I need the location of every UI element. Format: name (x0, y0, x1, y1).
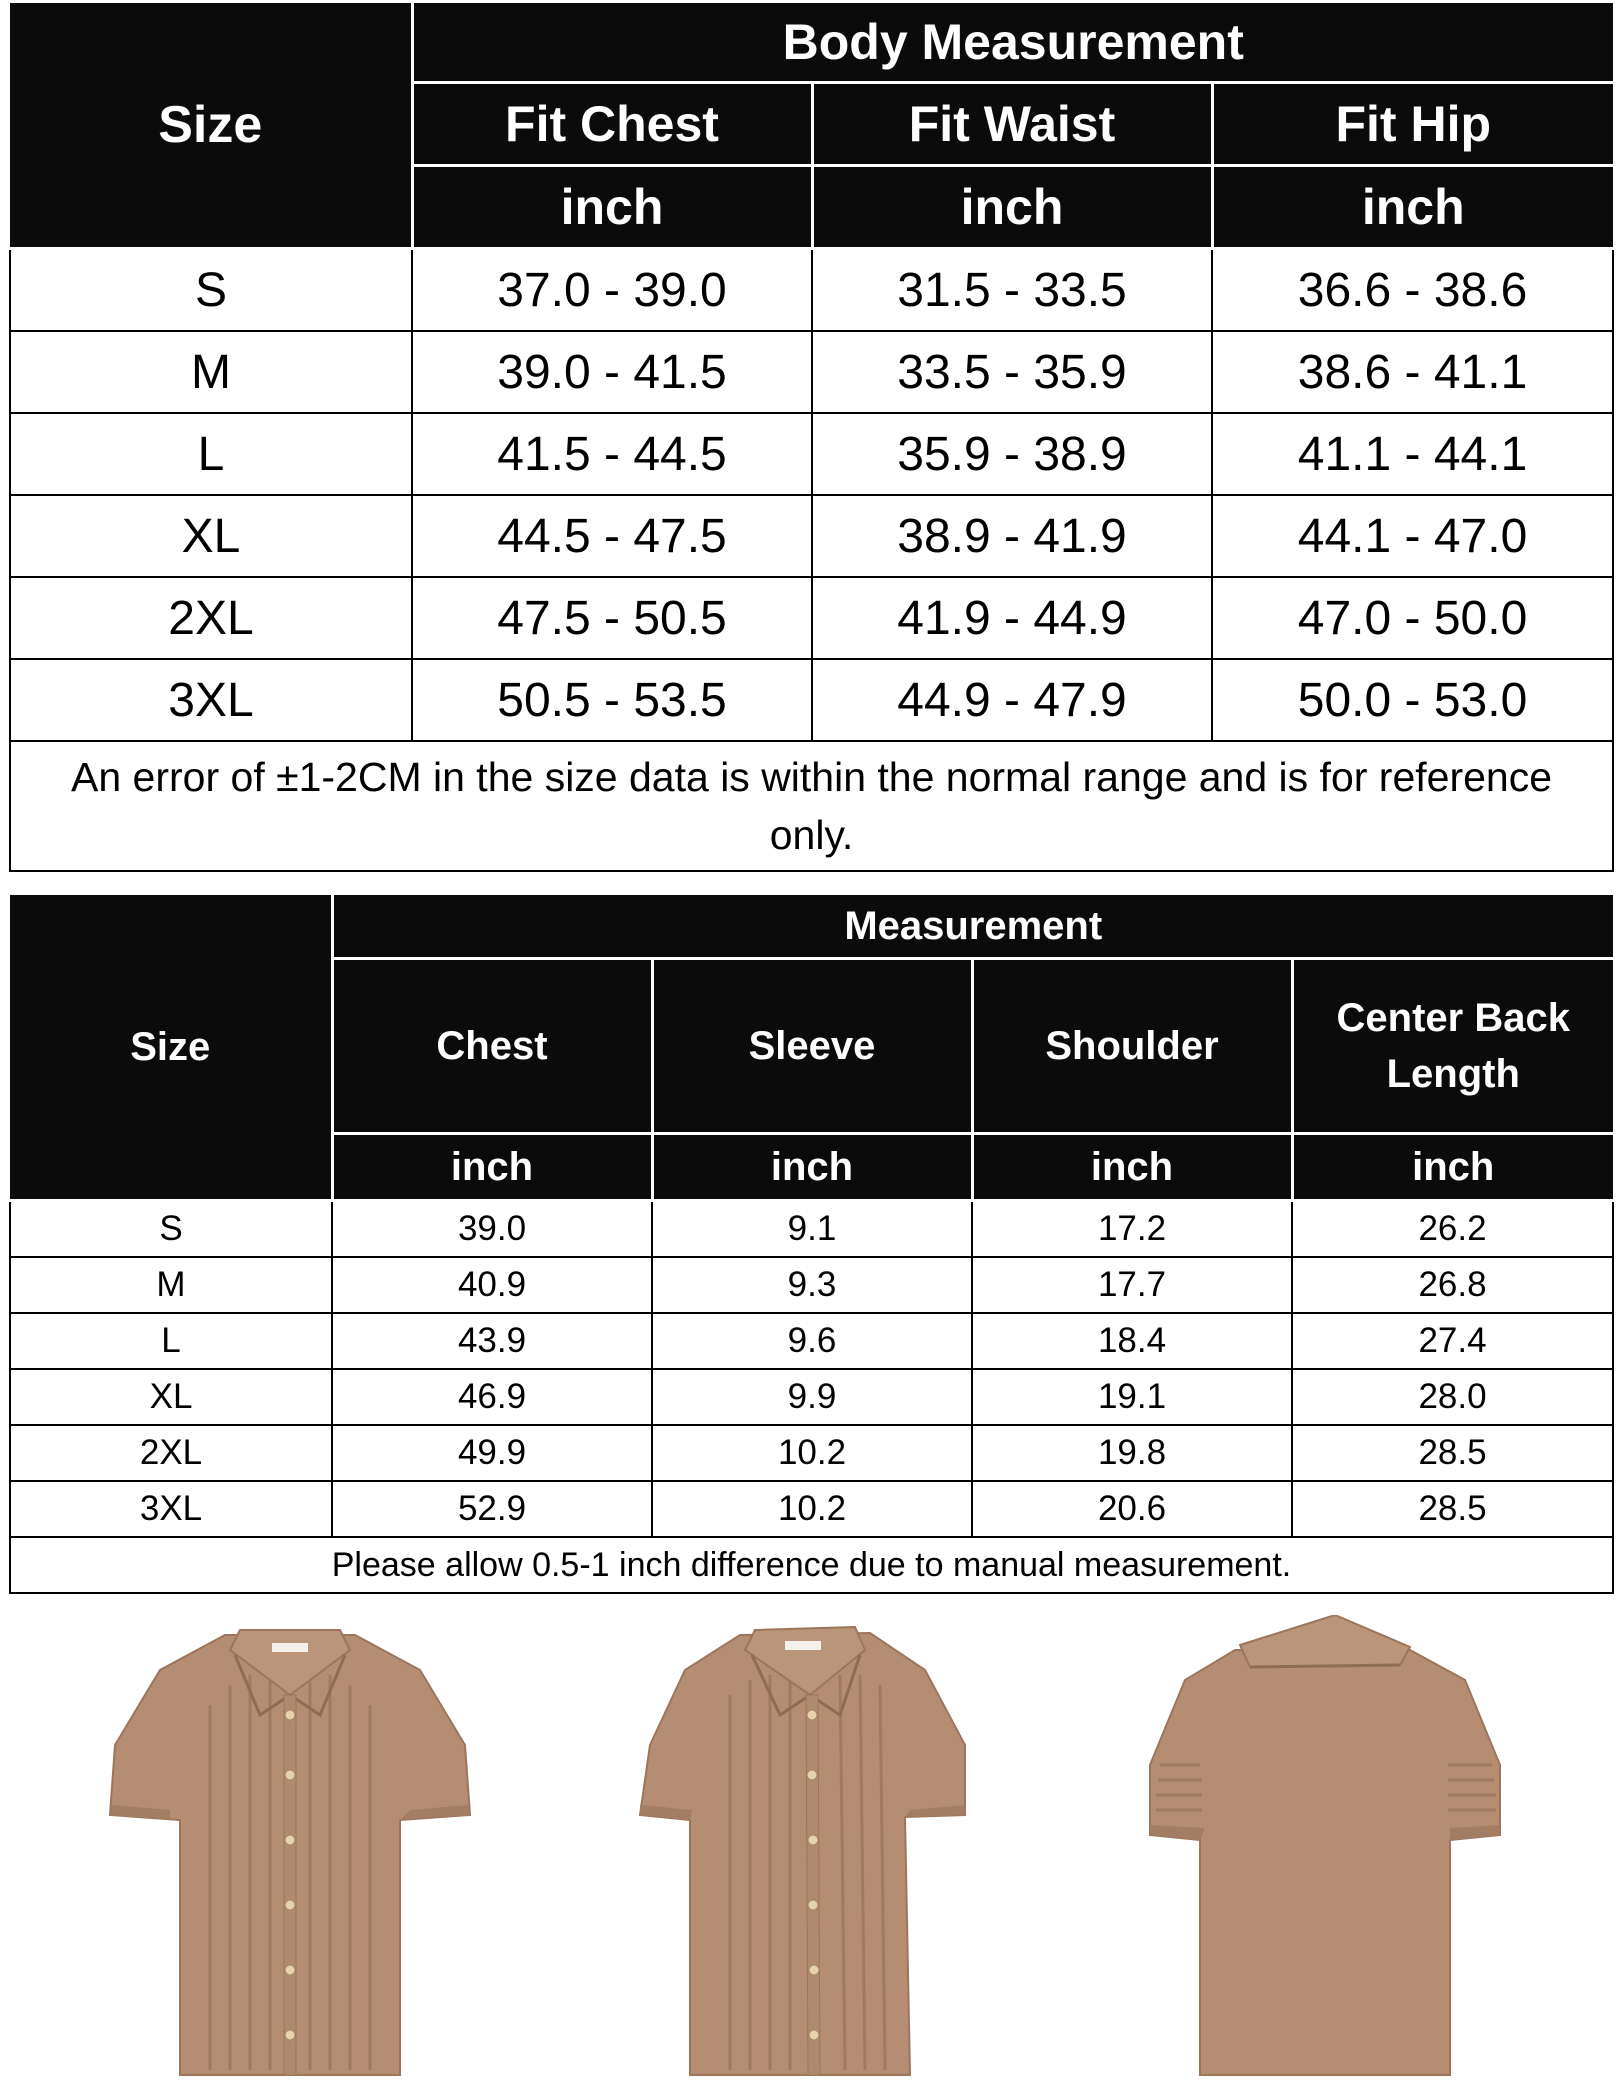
size-header: Size (10, 3, 412, 249)
value-cell: 26.2 (1292, 1201, 1613, 1258)
value-cell: 28.0 (1292, 1369, 1613, 1425)
table-row (10, 1201, 1613, 1258)
unit-header: inch (972, 1134, 1292, 1201)
table-row (10, 1481, 1613, 1537)
value-cell: 36.6 - 38.6 (1212, 249, 1613, 332)
value-cell: 41.5 - 44.5 (412, 413, 812, 495)
value-cell: 17.7 (972, 1257, 1292, 1313)
size-cell: S (10, 249, 412, 332)
value-cell: 9.6 (652, 1313, 972, 1369)
value-cell: 47.0 - 50.0 (1212, 577, 1613, 659)
unit-header: inch (1292, 1134, 1613, 1201)
table-row (10, 413, 1613, 495)
value-cell: 28.5 (1292, 1425, 1613, 1481)
table-note: An error of ±1-2CM in the size data is within the normal range and is for reference only. (10, 741, 1613, 871)
value-cell: 44.9 - 47.9 (812, 659, 1212, 741)
value-cell: 47.5 - 50.5 (412, 577, 812, 659)
shirt-angled-image (620, 1615, 1000, 2085)
table-row (10, 495, 1613, 577)
value-cell: 38.6 - 41.1 (1212, 331, 1613, 413)
table-row (10, 1369, 1613, 1425)
value-cell: 19.1 (972, 1369, 1292, 1425)
value-cell: 20.6 (972, 1481, 1292, 1537)
size-cell: M (10, 1257, 332, 1313)
table-row (10, 249, 1613, 332)
table-row (10, 1313, 1613, 1369)
size-cell: 3XL (10, 659, 412, 741)
size-cell: L (10, 1313, 332, 1369)
table-row (10, 331, 1613, 413)
value-cell: 31.5 - 33.5 (812, 249, 1212, 332)
unit-header: inch (412, 166, 812, 249)
table-note: Please allow 0.5-1 inch difference due to manual measurement. (10, 1537, 1613, 1593)
table-row (10, 577, 1613, 659)
size-cell: XL (10, 495, 412, 577)
garment-measurement-table (9, 895, 1614, 1594)
shirt-back-image (1130, 1615, 1510, 2085)
table-row (10, 1425, 1613, 1481)
size-cell: M (10, 331, 412, 413)
shirt-front-image (100, 1615, 480, 2085)
size-cell: L (10, 413, 412, 495)
value-cell: 9.3 (652, 1257, 972, 1313)
column-header: Fit Waist (812, 83, 1212, 166)
value-cell: 33.5 - 35.9 (812, 331, 1212, 413)
size-cell: 2XL (10, 1425, 332, 1481)
value-cell: 19.8 (972, 1425, 1292, 1481)
value-cell: 46.9 (332, 1369, 652, 1425)
value-cell: 35.9 - 38.9 (812, 413, 1212, 495)
value-cell: 9.9 (652, 1369, 972, 1425)
value-cell: 10.2 (652, 1481, 972, 1537)
value-cell: 44.5 - 47.5 (412, 495, 812, 577)
value-cell: 49.9 (332, 1425, 652, 1481)
shirt-front-body (110, 1630, 470, 2075)
table-row (10, 1257, 1613, 1313)
unit-header: inch (812, 166, 1212, 249)
value-cell: 50.5 - 53.5 (412, 659, 812, 741)
group-header: Body Measurement (412, 3, 1613, 83)
body-measurement-table (9, 3, 1614, 872)
value-cell: 27.4 (1292, 1313, 1613, 1369)
value-cell: 9.1 (652, 1201, 972, 1258)
column-header: Fit Chest (412, 83, 812, 166)
value-cell: 38.9 - 41.9 (812, 495, 1212, 577)
value-cell: 37.0 - 39.0 (412, 249, 812, 332)
column-header: Chest (332, 959, 652, 1134)
size-cell: 3XL (10, 1481, 332, 1537)
value-cell: 40.9 (332, 1257, 652, 1313)
value-cell: 41.9 - 44.9 (812, 577, 1212, 659)
size-cell: S (10, 1201, 332, 1258)
value-cell: 52.9 (332, 1481, 652, 1537)
unit-header: inch (1212, 166, 1613, 249)
value-cell: 50.0 - 53.0 (1212, 659, 1613, 741)
size-cell: XL (10, 1369, 332, 1425)
group-header: Measurement (332, 895, 1613, 959)
column-header: Sleeve (652, 959, 972, 1134)
shirt-back-body (1150, 1615, 1500, 2075)
table-row (10, 659, 1613, 741)
column-header: Shoulder (972, 959, 1292, 1134)
shirt-angled-body (640, 1627, 965, 2075)
unit-header: inch (332, 1134, 652, 1201)
value-cell: 41.1 - 44.1 (1212, 413, 1613, 495)
value-cell: 17.2 (972, 1201, 1292, 1258)
value-cell: 39.0 - 41.5 (412, 331, 812, 413)
value-cell: 43.9 (332, 1313, 652, 1369)
value-cell: 10.2 (652, 1425, 972, 1481)
value-cell: 44.1 - 47.0 (1212, 495, 1613, 577)
unit-header: inch (652, 1134, 972, 1201)
column-header: Fit Hip (1212, 83, 1613, 166)
value-cell: 39.0 (332, 1201, 652, 1258)
value-cell: 28.5 (1292, 1481, 1613, 1537)
size-header: Size (10, 895, 332, 1201)
size-cell: 2XL (10, 577, 412, 659)
value-cell: 18.4 (972, 1313, 1292, 1369)
column-header: Center Back Length (1292, 959, 1613, 1134)
value-cell: 26.8 (1292, 1257, 1613, 1313)
